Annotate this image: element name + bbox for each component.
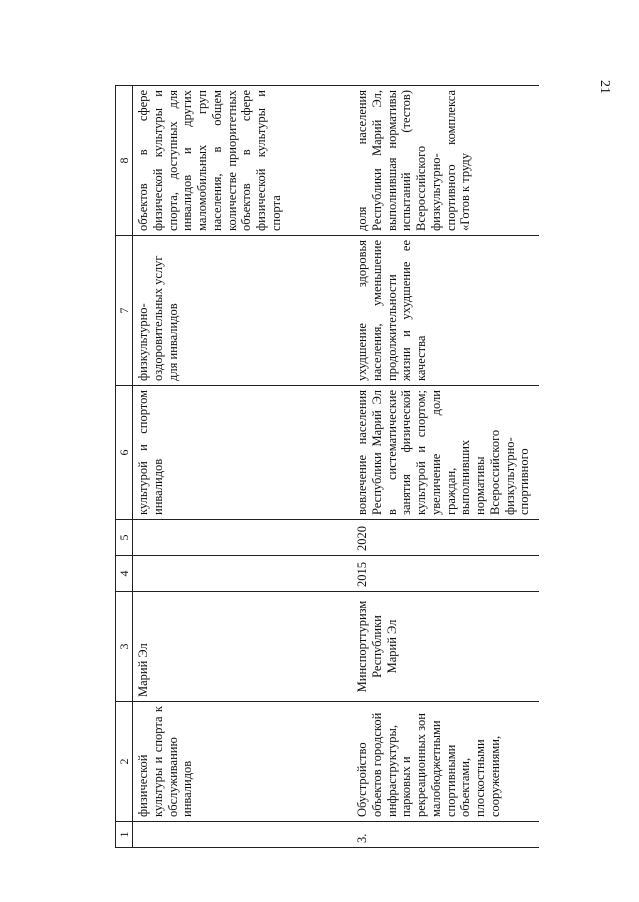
cell-expected-result: вовлечение населения Республики Марий Эл в систематические занятия физической культурой и спортом; увеличение доли граждан, выполнивших нормативы Всероссийского физкультурно-спортивного	[352, 386, 539, 520]
cell-measure-name: физической культуры и спорта к обслуживанию инвалидов	[133, 702, 353, 822]
column-header-1: 1	[116, 822, 133, 848]
cell-start-year: 2015	[352, 556, 539, 592]
cell-executor: Марий Эл	[133, 592, 353, 702]
cell-indicator: объектов в сфере физической культуры и спорта, доступных для инвалидов и других маломобильных груп населения, в общем количестве приоритетных объектов в сфере физической культуры и спорта	[133, 86, 353, 236]
cell-end-year: 2020	[352, 520, 539, 556]
cell-number: 3.	[352, 822, 539, 848]
cell-executor: Минспорттуризм Республики Марий Эл	[352, 592, 539, 702]
column-header-8: 8	[116, 86, 133, 236]
cell-measure-name: Обустройство объектов городской инфраструктуры, парковых и рекреационных зон малобюджетными спортивными объектами, плоскостными сооружениями,	[352, 702, 539, 822]
page-number: 21	[597, 80, 612, 94]
cell-indicator: доля населения Республики Марий Эл, выполнившая нормативы испытаний (тестов) Всероссийского физкультурно-спортивного комплекса «Готов к труду	[352, 86, 539, 236]
column-header-7: 7	[116, 236, 133, 386]
header-row	[116, 86, 133, 848]
cell-number	[133, 822, 353, 848]
column-header-3: 3	[116, 592, 133, 702]
column-header-6: 6	[116, 386, 133, 520]
column-header-4: 4	[116, 556, 133, 592]
cell-consequences: физкультурно-оздоровительных услуг для инвалидов	[133, 236, 353, 386]
cell-expected-result: культурой и спортом инвалидов	[133, 386, 353, 520]
rotated-table-container	[115, 86, 532, 848]
table-row	[352, 86, 539, 848]
program-table	[115, 85, 539, 848]
cell-start-year	[133, 556, 353, 592]
column-header-2: 2	[116, 702, 133, 822]
cell-end-year	[133, 520, 353, 556]
cell-consequences: ухудшение здоровья населения, уменьшение продолжительности жизни и ухудшение ее качества	[352, 236, 539, 386]
column-header-5: 5	[116, 520, 133, 556]
table-row	[133, 86, 353, 848]
